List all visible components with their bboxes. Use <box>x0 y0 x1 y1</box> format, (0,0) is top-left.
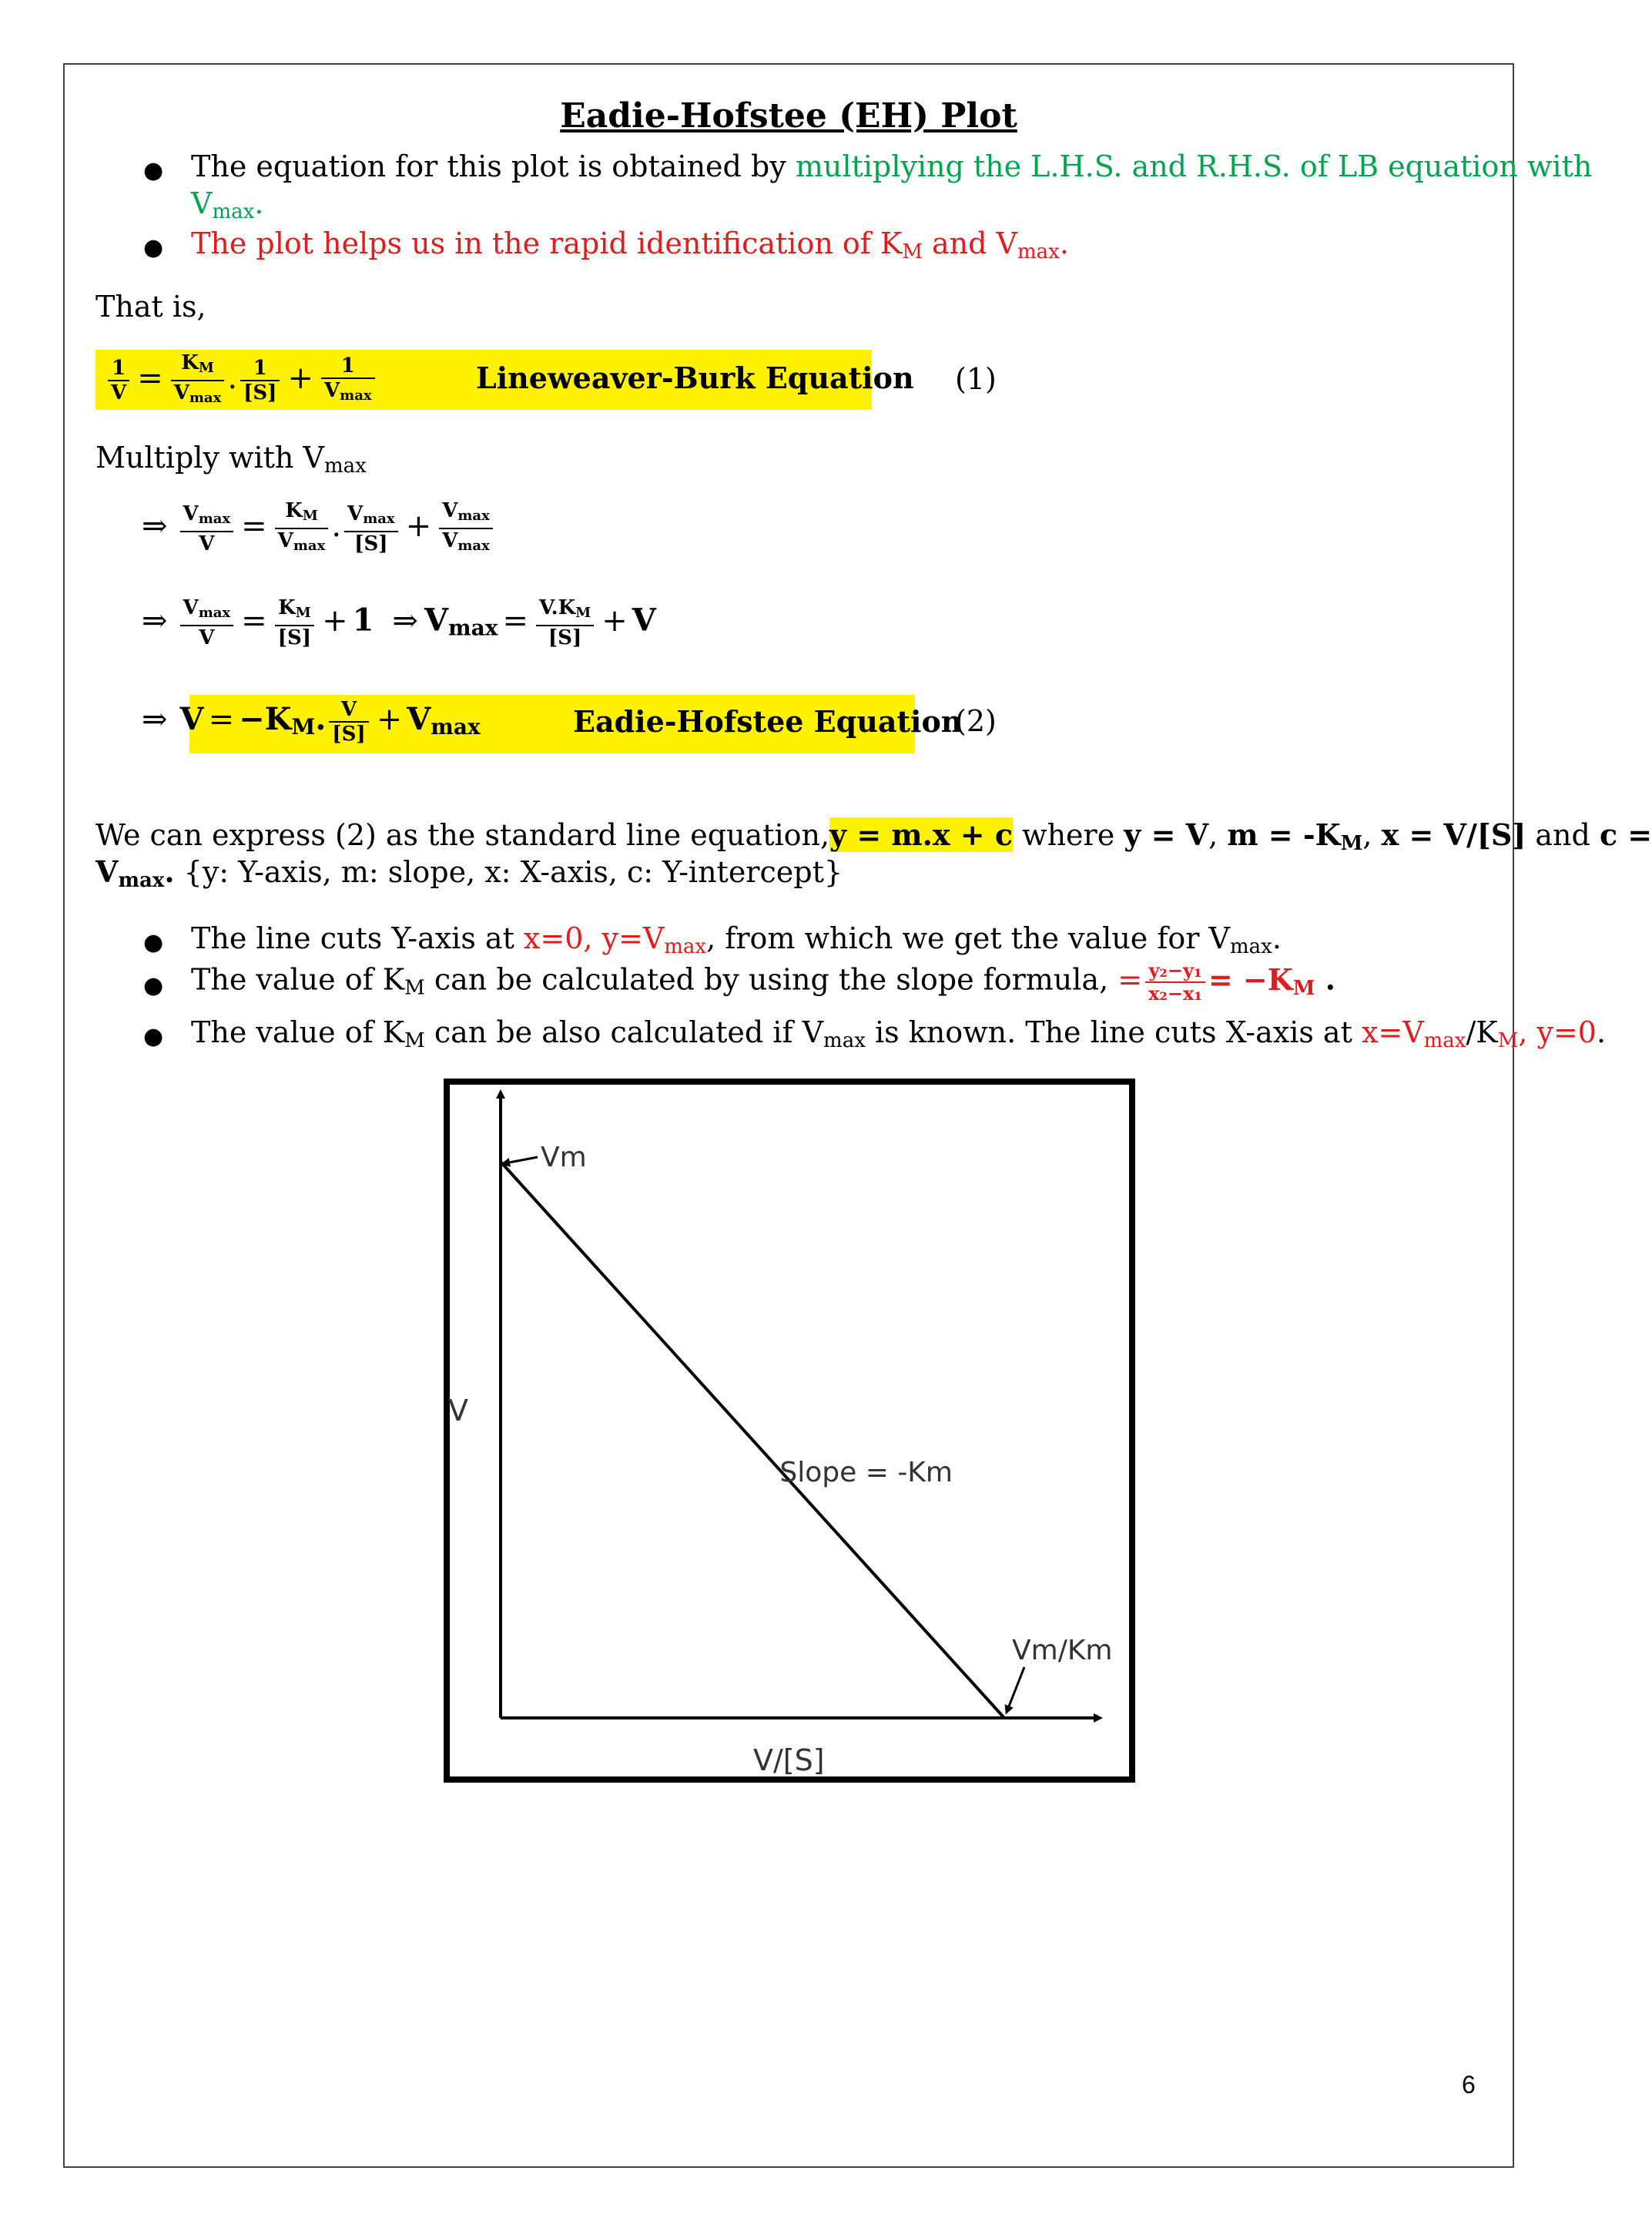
bb1-b-sub: max <box>1230 935 1272 958</box>
period: . <box>1596 1015 1607 1049</box>
bullet-dot: ● <box>143 929 164 956</box>
s2-b-num: V.K <box>538 596 576 619</box>
page-title: Eadie-Hofstee (EH) Plot <box>560 96 1017 136</box>
eq2-number: (2) <box>955 704 997 738</box>
x-axis-label: V/[S] <box>753 1743 825 1777</box>
express-l1a: We can express (2) as the standard line equation, <box>96 818 830 852</box>
plot-frame <box>447 1082 1132 1780</box>
bb2-a-sub: M <box>404 976 425 1000</box>
derivation-step-1: ⇒ $\frac{V_{max}}{V}$ = $\frac{K_M}{V_{max}}$ . $\frac{V_{max}}{[S]}$ + $\frac{V_{max}}{V_{max}}$ <box>142 499 496 558</box>
express-and: and <box>1526 818 1600 852</box>
b2-sub1: M <box>902 240 923 263</box>
bb3-red2-sub: M <box>1497 1029 1519 1052</box>
s1-lhs-num: V <box>183 502 199 525</box>
implies-arrow: ⇒ <box>142 602 168 639</box>
s1-b-den: [S] <box>354 532 388 555</box>
neg-km: = −K <box>1208 961 1293 997</box>
implies-arrow-2: ⇒ <box>392 602 418 639</box>
bullet-bottom-2 <box>191 960 1335 1007</box>
s1-c-num: V <box>442 499 458 522</box>
s1-a-den: V <box>277 529 293 552</box>
period: . <box>1315 961 1336 997</box>
s2-b-num-sub: M <box>575 605 591 621</box>
annotation-vm-km: Vm/Km <box>1012 1635 1113 1666</box>
s2-lhs-num-sub: max <box>198 605 231 621</box>
bullet-text-1-cont <box>191 185 263 230</box>
bb2-b: can be calculated by using the slope formula, <box>424 962 1118 997</box>
express-m-sub: M <box>1340 832 1363 855</box>
bb1-b: , from which we get the value for V <box>706 921 1230 955</box>
line-equation-highlight: y = m.x + c <box>829 817 1013 852</box>
express-x: x = V/[S] <box>1381 817 1526 852</box>
express-m: m = -K <box>1227 817 1341 852</box>
bullet-dot: ● <box>143 234 164 261</box>
s2-b-den: [S] <box>548 626 582 649</box>
express-line-2 <box>96 854 843 899</box>
bb3-red1-sub: max <box>1423 1029 1466 1052</box>
vmax-sub: max <box>212 200 255 223</box>
s1-b-num-sub: max <box>363 510 395 527</box>
multiply-with <box>96 439 367 485</box>
s1-lhs-num-sub: max <box>198 510 231 527</box>
eq1-t2-den: [S] <box>243 381 277 404</box>
bullet-1-green: multiplying the L.H.S. and R.H.S. of LB equation with <box>795 149 1593 183</box>
s1-b-num: V <box>347 502 364 525</box>
that-is: That is, <box>96 290 206 324</box>
eq1-t1-num-sub: M <box>198 360 214 376</box>
eq1-t3-den: V <box>323 378 340 402</box>
express-y: y = V <box>1124 817 1209 852</box>
multiply-text: Multiply with V <box>96 441 324 475</box>
s2-v: V <box>632 602 656 639</box>
s2-lhs-num: V <box>183 596 199 619</box>
bullet-bottom-3 <box>191 1014 1606 1059</box>
eq1-number: (1) <box>955 362 997 396</box>
express-where: where <box>1012 818 1124 852</box>
period: . <box>1272 921 1282 955</box>
derivation-step-2: ⇒ $\frac{V_{max}}{V}$ = $\frac{K_M}{[S]}$ + 1 ⇒ $V_{max}$ = $\frac{V.K_M}{[S]}$ + V <box>142 596 656 649</box>
slope-den: x₂−x₁ <box>1148 982 1202 1005</box>
comma: , <box>1208 818 1228 852</box>
eq2-frac-den: [S] <box>332 723 366 746</box>
annotation-vm: Vm <box>541 1142 587 1173</box>
s2-a-num: K <box>278 596 296 619</box>
bb3-a: The value of K <box>191 1015 405 1049</box>
eq2-vmax-sub: max <box>431 714 481 740</box>
bb3-red1: x=V <box>1361 1015 1424 1049</box>
bb3-red3: , y=0 <box>1518 1015 1597 1049</box>
eq2-k: K <box>264 701 292 737</box>
eq2-frac-num: V <box>329 698 368 723</box>
s1-a-den-sub: max <box>293 538 326 554</box>
slope-num: y₂−y₁ <box>1145 960 1205 983</box>
implies-arrow: ⇒ <box>142 702 168 737</box>
s2-vmax: V <box>424 602 448 639</box>
bullet-dot: ● <box>143 157 164 184</box>
s1-c-num-sub: max <box>457 508 490 524</box>
neg-km-sub: M <box>1292 976 1315 1000</box>
s2-one: 1 <box>352 602 374 639</box>
annotation-slope: Slope = -Km <box>779 1457 953 1489</box>
page-number: 6 <box>1462 2071 1476 2098</box>
period: . <box>164 854 175 889</box>
eq1-lhs-den: V <box>111 381 127 404</box>
bullet-dot: ● <box>143 1023 164 1050</box>
bullet-text-1 <box>191 148 1592 185</box>
eq1-t1-den: V <box>173 381 189 404</box>
bb1-red: x=0, y=V <box>523 921 665 955</box>
multiply-sub: max <box>323 455 367 478</box>
s1-lhs-den: V <box>199 532 215 555</box>
eq2-vmax: V <box>407 701 431 737</box>
express-c: c = <box>1599 817 1652 852</box>
s1-c-den: V <box>442 529 458 552</box>
eq1-t3-num: 1 <box>321 354 375 379</box>
express-vmax: V <box>96 854 119 889</box>
eq2-label: Eadie-Hofstee Equation <box>573 704 963 739</box>
bullet-text-2 <box>191 225 1069 270</box>
b2-a: The plot helps us in the rapid identification of K <box>191 226 903 260</box>
eq2-v: V <box>179 701 204 737</box>
s1-a-num-sub: M <box>302 508 318 524</box>
eq1-t3-den-sub: max <box>340 387 372 404</box>
y-axis-label: V <box>448 1394 468 1428</box>
s2-lhs-den: V <box>199 626 215 649</box>
b2-c: . <box>1059 226 1069 260</box>
bb3-slash: /K <box>1466 1015 1498 1049</box>
eadie-hofstee-equation: ⇒ $V = -K_M$. $\frac{V}{[S]}$ + $V_{max}$ <box>142 698 481 746</box>
express-legend: {y: Y-axis, m: slope, x: X-axis, c: Y-intercept} <box>174 855 843 889</box>
eq1-t2-num: 1 <box>240 357 280 381</box>
s1-a-num: K <box>285 499 303 522</box>
bb1-red-sub: max <box>664 935 707 958</box>
bb1-a: The line cuts Y-axis at <box>191 921 524 955</box>
s2-vmax-sub: max <box>447 615 498 641</box>
eadie-hofstee-plot <box>444 1079 1135 1783</box>
eq1-t1-den-sub: max <box>189 390 222 406</box>
eq1-t1-num: K <box>181 351 199 374</box>
bb2-eq: = <box>1118 962 1143 997</box>
bullet-1-text: The equation for this plot is obtained by <box>191 149 796 183</box>
bb3-a-sub: M <box>404 1029 425 1052</box>
b2-b: and V <box>922 226 1017 260</box>
eq1-lhs-num: 1 <box>108 357 129 381</box>
comma: , <box>1362 818 1382 852</box>
eq1-label: Lineweaver-Burk Equation <box>476 361 914 395</box>
eq2-k-sub: M <box>291 714 316 740</box>
period: . <box>254 186 264 220</box>
b2-sub2: max <box>1017 240 1060 263</box>
implies-arrow: ⇒ <box>142 508 168 544</box>
bullet-bottom-1 <box>191 920 1282 965</box>
bb3-b-sub: max <box>823 1029 866 1052</box>
lineweaver-burk-equation: $\frac{1}{V}$ = $\frac{K_M}{V_{max}}$ . $\frac{1}{[S]}$ + $\frac{1}{V_{max}}$ <box>105 351 378 410</box>
vmax-v: V <box>191 186 213 220</box>
bb2-a: The value of K <box>191 962 405 997</box>
bb3-c: is known. The line cuts X-axis at <box>865 1015 1362 1049</box>
s1-c-den-sub: max <box>457 538 490 554</box>
s2-a-den: [S] <box>277 626 312 649</box>
express-vmax-sub: max <box>118 869 165 892</box>
bb3-b: can be also calculated if V <box>424 1015 824 1049</box>
s2-a-num-sub: M <box>295 605 311 621</box>
bullet-dot: ● <box>143 972 164 999</box>
